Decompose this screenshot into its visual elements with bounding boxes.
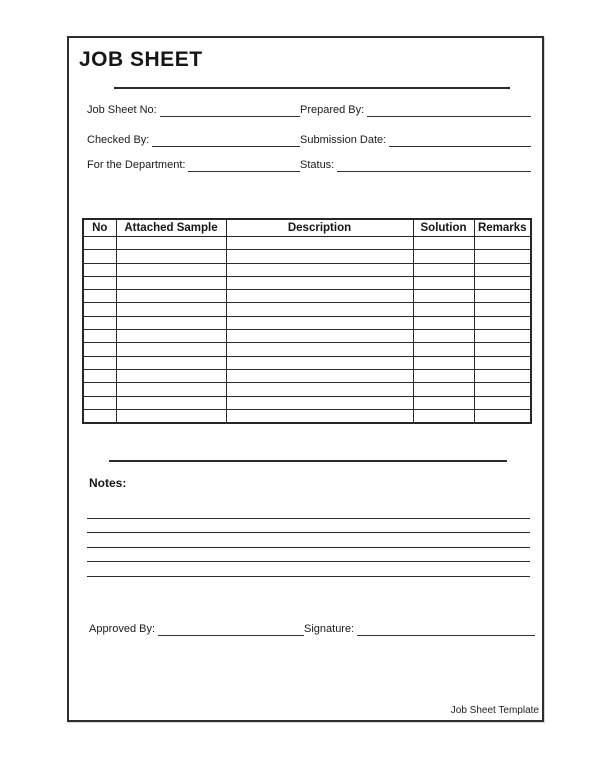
table-cell bbox=[83, 237, 116, 250]
table-cell bbox=[226, 303, 413, 316]
table-cell bbox=[474, 276, 531, 289]
table-cell bbox=[474, 250, 531, 263]
job-sheet-page bbox=[67, 36, 544, 722]
checked-by-label: Checked By: bbox=[87, 134, 150, 146]
notes-blank-line bbox=[87, 548, 530, 563]
table-cell bbox=[413, 316, 474, 329]
table-cell bbox=[413, 263, 474, 276]
prepared-by-label: Prepared By: bbox=[300, 104, 365, 116]
table-cell bbox=[413, 276, 474, 289]
table-cell bbox=[226, 250, 413, 263]
job-items-table bbox=[82, 218, 532, 424]
table-cell bbox=[474, 263, 531, 276]
table-cell bbox=[226, 316, 413, 329]
table-cell bbox=[83, 290, 116, 303]
field-row-3 bbox=[87, 157, 531, 172]
table-cell bbox=[83, 343, 116, 356]
notes-label: Notes: bbox=[89, 476, 127, 490]
table-row bbox=[83, 263, 531, 276]
table-cell bbox=[83, 330, 116, 343]
approval-row bbox=[89, 621, 535, 636]
table-cell bbox=[116, 303, 226, 316]
table-row bbox=[83, 330, 531, 343]
notes-blank-line bbox=[87, 504, 530, 519]
table-row bbox=[83, 383, 531, 396]
table-cell bbox=[226, 356, 413, 369]
submission-date-line bbox=[389, 133, 531, 147]
table-cell bbox=[116, 263, 226, 276]
status-label: Status: bbox=[300, 159, 335, 171]
notes-blank-line bbox=[87, 562, 530, 577]
table-cell bbox=[116, 396, 226, 409]
table-cell bbox=[413, 343, 474, 356]
table-row bbox=[83, 316, 531, 329]
table-cell bbox=[83, 369, 116, 382]
table-cell bbox=[474, 303, 531, 316]
notes-blank-line bbox=[87, 519, 530, 534]
approved-by-line bbox=[158, 622, 304, 636]
table-cell bbox=[413, 409, 474, 423]
notes-blank-line bbox=[87, 533, 530, 548]
approved-by-label: Approved By: bbox=[89, 623, 156, 635]
table-cell bbox=[474, 290, 531, 303]
table-cell bbox=[474, 396, 531, 409]
notes-lines bbox=[87, 504, 530, 577]
table-cell bbox=[83, 303, 116, 316]
job-sheet-no-line bbox=[160, 103, 300, 117]
table-cell bbox=[474, 369, 531, 382]
table-cell bbox=[226, 369, 413, 382]
table-cell bbox=[83, 276, 116, 289]
table-cell bbox=[474, 356, 531, 369]
table-cell bbox=[116, 383, 226, 396]
table-cell bbox=[116, 356, 226, 369]
table-header-row bbox=[83, 219, 531, 237]
department-label: For the Department: bbox=[87, 159, 186, 171]
column-header-remarks: Remarks bbox=[474, 219, 531, 237]
table-cell bbox=[226, 276, 413, 289]
page-title: JOB SHEET bbox=[79, 48, 203, 71]
table-cell bbox=[83, 263, 116, 276]
table-cell bbox=[116, 250, 226, 263]
table-cell bbox=[83, 396, 116, 409]
table-row bbox=[83, 250, 531, 263]
table-cell bbox=[83, 316, 116, 329]
submission-date-label: Submission Date: bbox=[300, 134, 387, 146]
job-sheet-no-label: Job Sheet No: bbox=[87, 104, 157, 116]
table-cell bbox=[474, 409, 531, 423]
table-cell bbox=[116, 343, 226, 356]
table-cell bbox=[116, 237, 226, 250]
table-cell bbox=[413, 396, 474, 409]
table-row bbox=[83, 369, 531, 382]
checked-by-line bbox=[152, 133, 300, 147]
table-cell bbox=[226, 290, 413, 303]
table-body bbox=[83, 237, 531, 424]
table-cell bbox=[226, 330, 413, 343]
table-row bbox=[83, 276, 531, 289]
table-cell bbox=[226, 237, 413, 250]
signature-line bbox=[357, 622, 535, 636]
table-cell bbox=[474, 383, 531, 396]
field-row-2 bbox=[87, 132, 531, 147]
prepared-by-line bbox=[367, 103, 531, 117]
column-header-no: No bbox=[83, 219, 116, 237]
title-underline bbox=[114, 87, 510, 89]
table-cell bbox=[116, 290, 226, 303]
table-row bbox=[83, 356, 531, 369]
table-cell bbox=[83, 250, 116, 263]
table-cell bbox=[116, 316, 226, 329]
footer-template-label: Job Sheet Template bbox=[450, 705, 539, 716]
table-cell bbox=[413, 383, 474, 396]
table-cell bbox=[116, 369, 226, 382]
table-row bbox=[83, 409, 531, 423]
field-row-1 bbox=[87, 102, 531, 117]
table-cell bbox=[413, 303, 474, 316]
table-cell bbox=[413, 356, 474, 369]
table-cell bbox=[83, 409, 116, 423]
column-header-attached-sample: Attached Sample bbox=[116, 219, 226, 237]
department-line bbox=[188, 158, 300, 172]
table-cell bbox=[474, 343, 531, 356]
table-cell bbox=[83, 383, 116, 396]
table-row bbox=[83, 396, 531, 409]
table-cell bbox=[474, 237, 531, 250]
table-row bbox=[83, 237, 531, 250]
table-cell bbox=[83, 356, 116, 369]
status-line bbox=[337, 158, 531, 172]
table-row bbox=[83, 343, 531, 356]
table-cell bbox=[226, 263, 413, 276]
table-cell bbox=[413, 330, 474, 343]
table-cell bbox=[226, 396, 413, 409]
table-cell bbox=[413, 369, 474, 382]
table-cell bbox=[474, 330, 531, 343]
table-cell bbox=[413, 237, 474, 250]
table-cell bbox=[413, 250, 474, 263]
column-header-description: Description bbox=[226, 219, 413, 237]
table-row bbox=[83, 303, 531, 316]
table-row bbox=[83, 290, 531, 303]
table-cell bbox=[226, 383, 413, 396]
table-cell bbox=[226, 409, 413, 423]
table-cell bbox=[226, 343, 413, 356]
column-header-solution: Solution bbox=[413, 219, 474, 237]
table-cell bbox=[116, 330, 226, 343]
table-cell bbox=[474, 316, 531, 329]
table-cell bbox=[413, 290, 474, 303]
table-cell bbox=[116, 409, 226, 423]
signature-label: Signature: bbox=[304, 623, 355, 635]
table-cell bbox=[116, 276, 226, 289]
section-divider bbox=[109, 460, 507, 462]
